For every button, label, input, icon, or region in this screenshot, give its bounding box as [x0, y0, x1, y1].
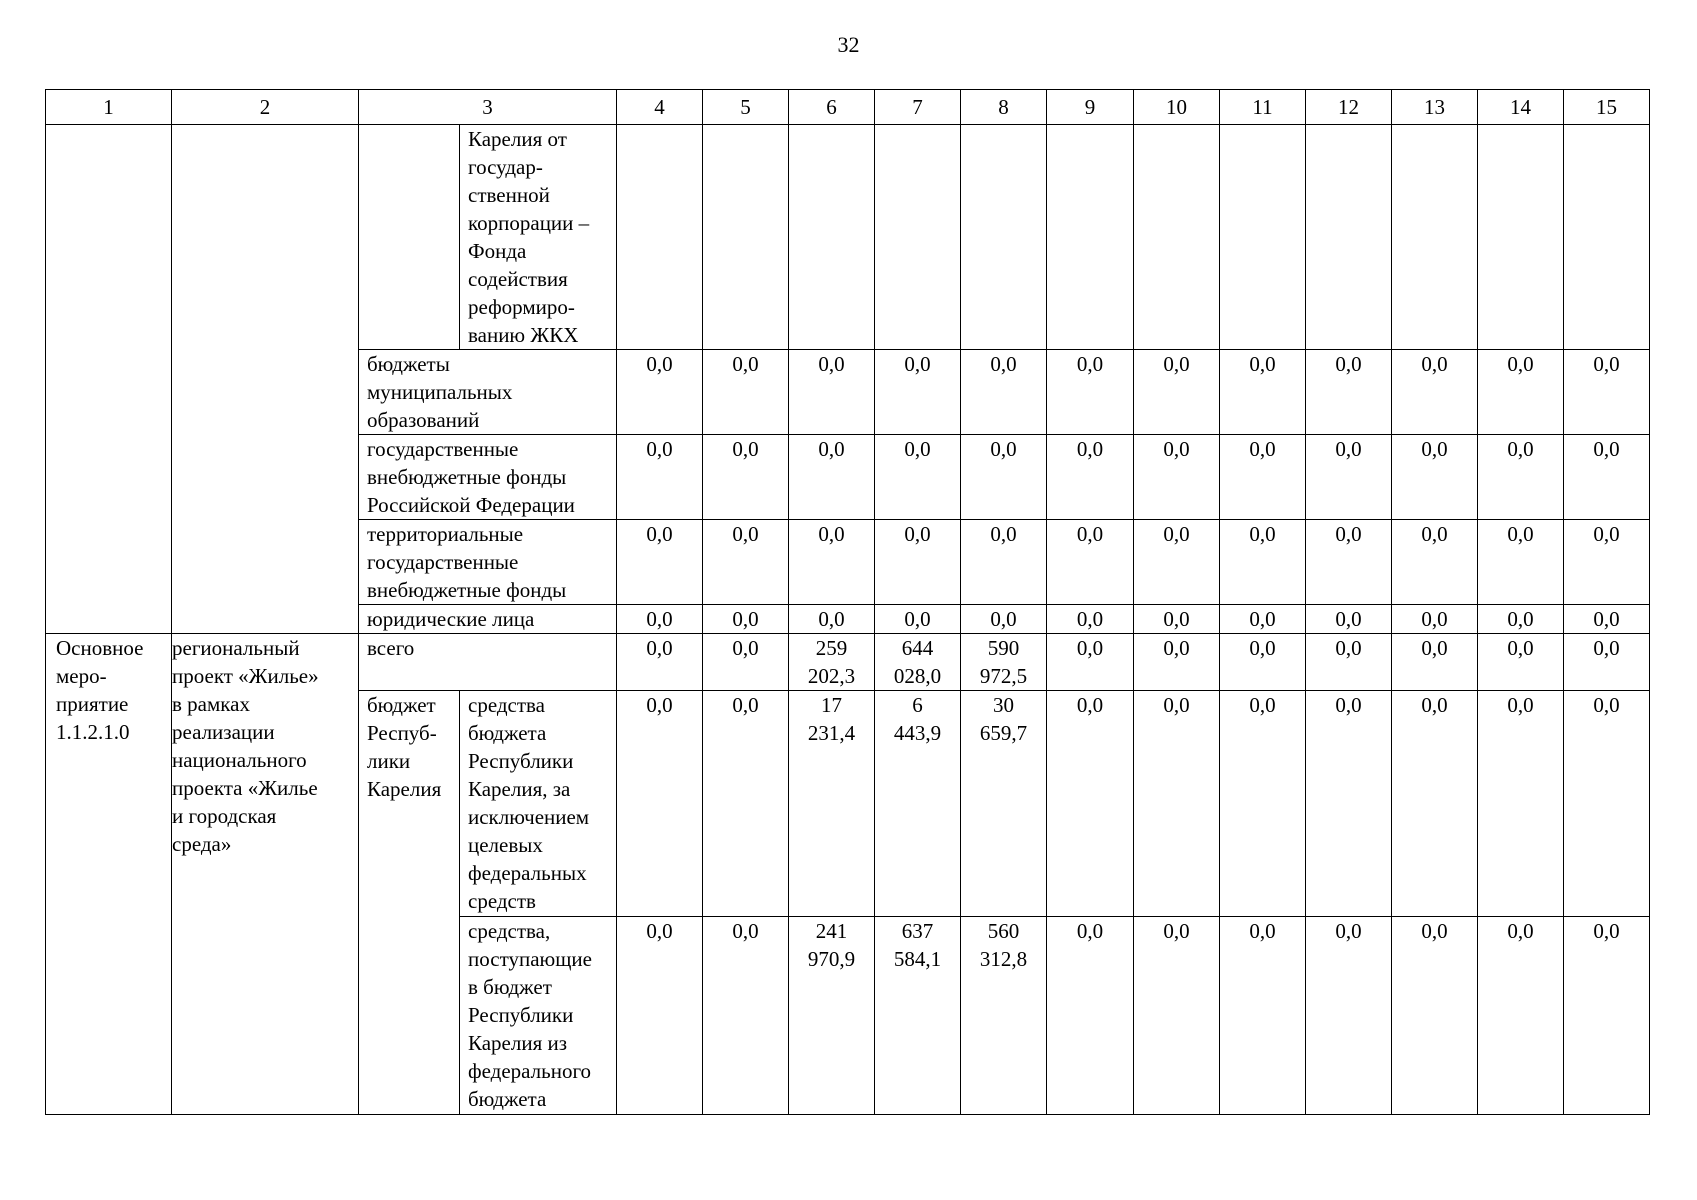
- source-label: государственные внебюджетные фонды Российской Федерации: [359, 435, 617, 520]
- value-cell: 0,0: [789, 520, 875, 605]
- value-cell: 0,0: [1134, 350, 1220, 435]
- value-cell: 0,0: [1134, 634, 1220, 691]
- column-header: 14: [1478, 90, 1564, 125]
- value-cell: 0,0: [1134, 605, 1220, 634]
- source-label: бюджеты муниципальных образований: [359, 350, 617, 435]
- value-cell: [875, 125, 961, 350]
- value-cell: 0,0: [1478, 917, 1564, 1115]
- value-cell: 0,0: [1478, 691, 1564, 917]
- value-cell: 0,0: [961, 350, 1047, 435]
- value-cell: 0,0: [1564, 691, 1650, 917]
- value-cell: [1220, 125, 1306, 350]
- value-cell: 0,0: [1134, 691, 1220, 917]
- value-cell: 0,0: [1047, 917, 1134, 1115]
- value-cell: 0,0: [1134, 435, 1220, 520]
- value-cell: 259 202,3: [789, 634, 875, 691]
- value-cell: 0,0: [1564, 435, 1650, 520]
- value-cell: 0,0: [1134, 520, 1220, 605]
- value-cell: 0,0: [875, 350, 961, 435]
- value-cell: 0,0: [1047, 605, 1134, 634]
- measure-cell-empty: [46, 125, 172, 634]
- value-cell: 0,0: [1306, 691, 1392, 917]
- value-cell: 0,0: [875, 435, 961, 520]
- project-cell-empty: [172, 125, 359, 634]
- value-cell: 0,0: [1392, 634, 1478, 691]
- value-cell: 0,0: [789, 350, 875, 435]
- column-header: 2: [172, 90, 359, 125]
- value-cell: 0,0: [1220, 520, 1306, 605]
- value-cell: 0,0: [703, 691, 789, 917]
- value-cell: 0,0: [703, 520, 789, 605]
- value-cell: 17 231,4: [789, 691, 875, 917]
- source-label: территориальные государственные внебюджетные фонды: [359, 520, 617, 605]
- value-cell: 0,0: [617, 435, 703, 520]
- value-cell: 0,0: [703, 605, 789, 634]
- value-cell: 0,0: [1564, 605, 1650, 634]
- source-group-cell-empty: [359, 125, 460, 350]
- column-header: 13: [1392, 90, 1478, 125]
- value-cell: 0,0: [1306, 435, 1392, 520]
- value-cell: 6 443,9: [875, 691, 961, 917]
- value-cell: 0,0: [1047, 435, 1134, 520]
- source-label: средства бюджета Республики Карелия, за исключением целевых федеральных средств: [460, 691, 617, 917]
- value-cell: 0,0: [1392, 691, 1478, 917]
- value-cell: [789, 125, 875, 350]
- value-cell: 644 028,0: [875, 634, 961, 691]
- value-cell: 0,0: [1306, 917, 1392, 1115]
- value-cell: 0,0: [1478, 605, 1564, 634]
- project-name: региональный проект «Жилье» в рамках реализации национального проекта «Жилье и городская среда»: [172, 634, 359, 1115]
- value-cell: 0,0: [1478, 350, 1564, 435]
- value-cell: 0,0: [1047, 691, 1134, 917]
- value-cell: 0,0: [1047, 520, 1134, 605]
- column-header: 10: [1134, 90, 1220, 125]
- value-cell: [1564, 125, 1650, 350]
- column-number-row: [46, 90, 1650, 125]
- column-header: 1: [46, 90, 172, 125]
- value-cell: 0,0: [1220, 435, 1306, 520]
- value-cell: 0,0: [1392, 350, 1478, 435]
- budget-label: бюджет Респуб- лики Карелия: [359, 691, 460, 1115]
- value-cell: 0,0: [1564, 917, 1650, 1115]
- value-cell: 0,0: [617, 917, 703, 1115]
- value-cell: 0,0: [1564, 634, 1650, 691]
- value-cell: 0,0: [617, 634, 703, 691]
- source-label: средства, поступающие в бюджет Республики Карелия из федерального бюджета: [460, 917, 617, 1115]
- value-cell: 0,0: [1306, 520, 1392, 605]
- value-cell: 30 659,7: [961, 691, 1047, 917]
- value-cell: 0,0: [1392, 520, 1478, 605]
- value-cell: 0,0: [1564, 520, 1650, 605]
- value-cell: 0,0: [789, 605, 875, 634]
- value-cell: 0,0: [1047, 634, 1134, 691]
- column-header: 12: [1306, 90, 1392, 125]
- value-cell: 0,0: [1306, 634, 1392, 691]
- column-header: 8: [961, 90, 1047, 125]
- value-cell: 560 312,8: [961, 917, 1047, 1115]
- value-cell: 0,0: [1134, 917, 1220, 1115]
- value-cell: 0,0: [1220, 605, 1306, 634]
- table-row: [46, 125, 1650, 350]
- value-cell: 0,0: [1478, 435, 1564, 520]
- column-header: 3: [359, 90, 617, 125]
- value-cell: 241 970,9: [789, 917, 875, 1115]
- value-cell: 0,0: [1392, 605, 1478, 634]
- page-number: 32: [837, 32, 860, 57]
- value-cell: 0,0: [961, 435, 1047, 520]
- value-cell: [1134, 125, 1220, 350]
- value-cell: 0,0: [617, 350, 703, 435]
- column-header: 9: [1047, 90, 1134, 125]
- value-cell: 0,0: [703, 917, 789, 1115]
- value-cell: 0,0: [1306, 350, 1392, 435]
- value-cell: 637 584,1: [875, 917, 961, 1115]
- value-cell: 0,0: [961, 605, 1047, 634]
- source-label: Карелия от государ- ственной корпорации – Фонда содействия реформиро- ванию ЖКХ: [460, 125, 617, 350]
- value-cell: 0,0: [1220, 634, 1306, 691]
- value-cell: 0,0: [703, 435, 789, 520]
- value-cell: 0,0: [1220, 917, 1306, 1115]
- table-row: [46, 634, 1650, 691]
- value-cell: 0,0: [1392, 435, 1478, 520]
- value-cell: 0,0: [875, 520, 961, 605]
- budget-table: [45, 89, 1650, 1115]
- value-cell: 0,0: [617, 691, 703, 917]
- value-cell: 0,0: [617, 605, 703, 634]
- value-cell: 0,0: [1478, 520, 1564, 605]
- value-cell: [1392, 125, 1478, 350]
- value-cell: [1306, 125, 1392, 350]
- value-cell: 0,0: [961, 520, 1047, 605]
- value-cell: [1478, 125, 1564, 350]
- column-header: 15: [1564, 90, 1650, 125]
- value-cell: [617, 125, 703, 350]
- value-cell: [1047, 125, 1134, 350]
- value-cell: [961, 125, 1047, 350]
- value-cell: 0,0: [703, 350, 789, 435]
- measure-code: Основное меро- приятие 1.1.2.1.0: [46, 634, 172, 1115]
- column-header: 4: [617, 90, 703, 125]
- value-cell: 0,0: [1306, 605, 1392, 634]
- column-header: 5: [703, 90, 789, 125]
- value-cell: 0,0: [875, 605, 961, 634]
- value-cell: 0,0: [1220, 691, 1306, 917]
- value-cell: 0,0: [1047, 350, 1134, 435]
- value-cell: [703, 125, 789, 350]
- value-cell: 0,0: [1478, 634, 1564, 691]
- column-header: 6: [789, 90, 875, 125]
- value-cell: 0,0: [617, 520, 703, 605]
- source-label: юридические лица: [359, 605, 617, 634]
- value-cell: 0,0: [1392, 917, 1478, 1115]
- column-header: 7: [875, 90, 961, 125]
- value-cell: 0,0: [789, 435, 875, 520]
- value-cell: 0,0: [703, 634, 789, 691]
- column-header: 11: [1220, 90, 1306, 125]
- value-cell: 0,0: [1220, 350, 1306, 435]
- value-cell: 0,0: [1564, 350, 1650, 435]
- value-cell: 590 972,5: [961, 634, 1047, 691]
- total-label: всего: [359, 634, 617, 691]
